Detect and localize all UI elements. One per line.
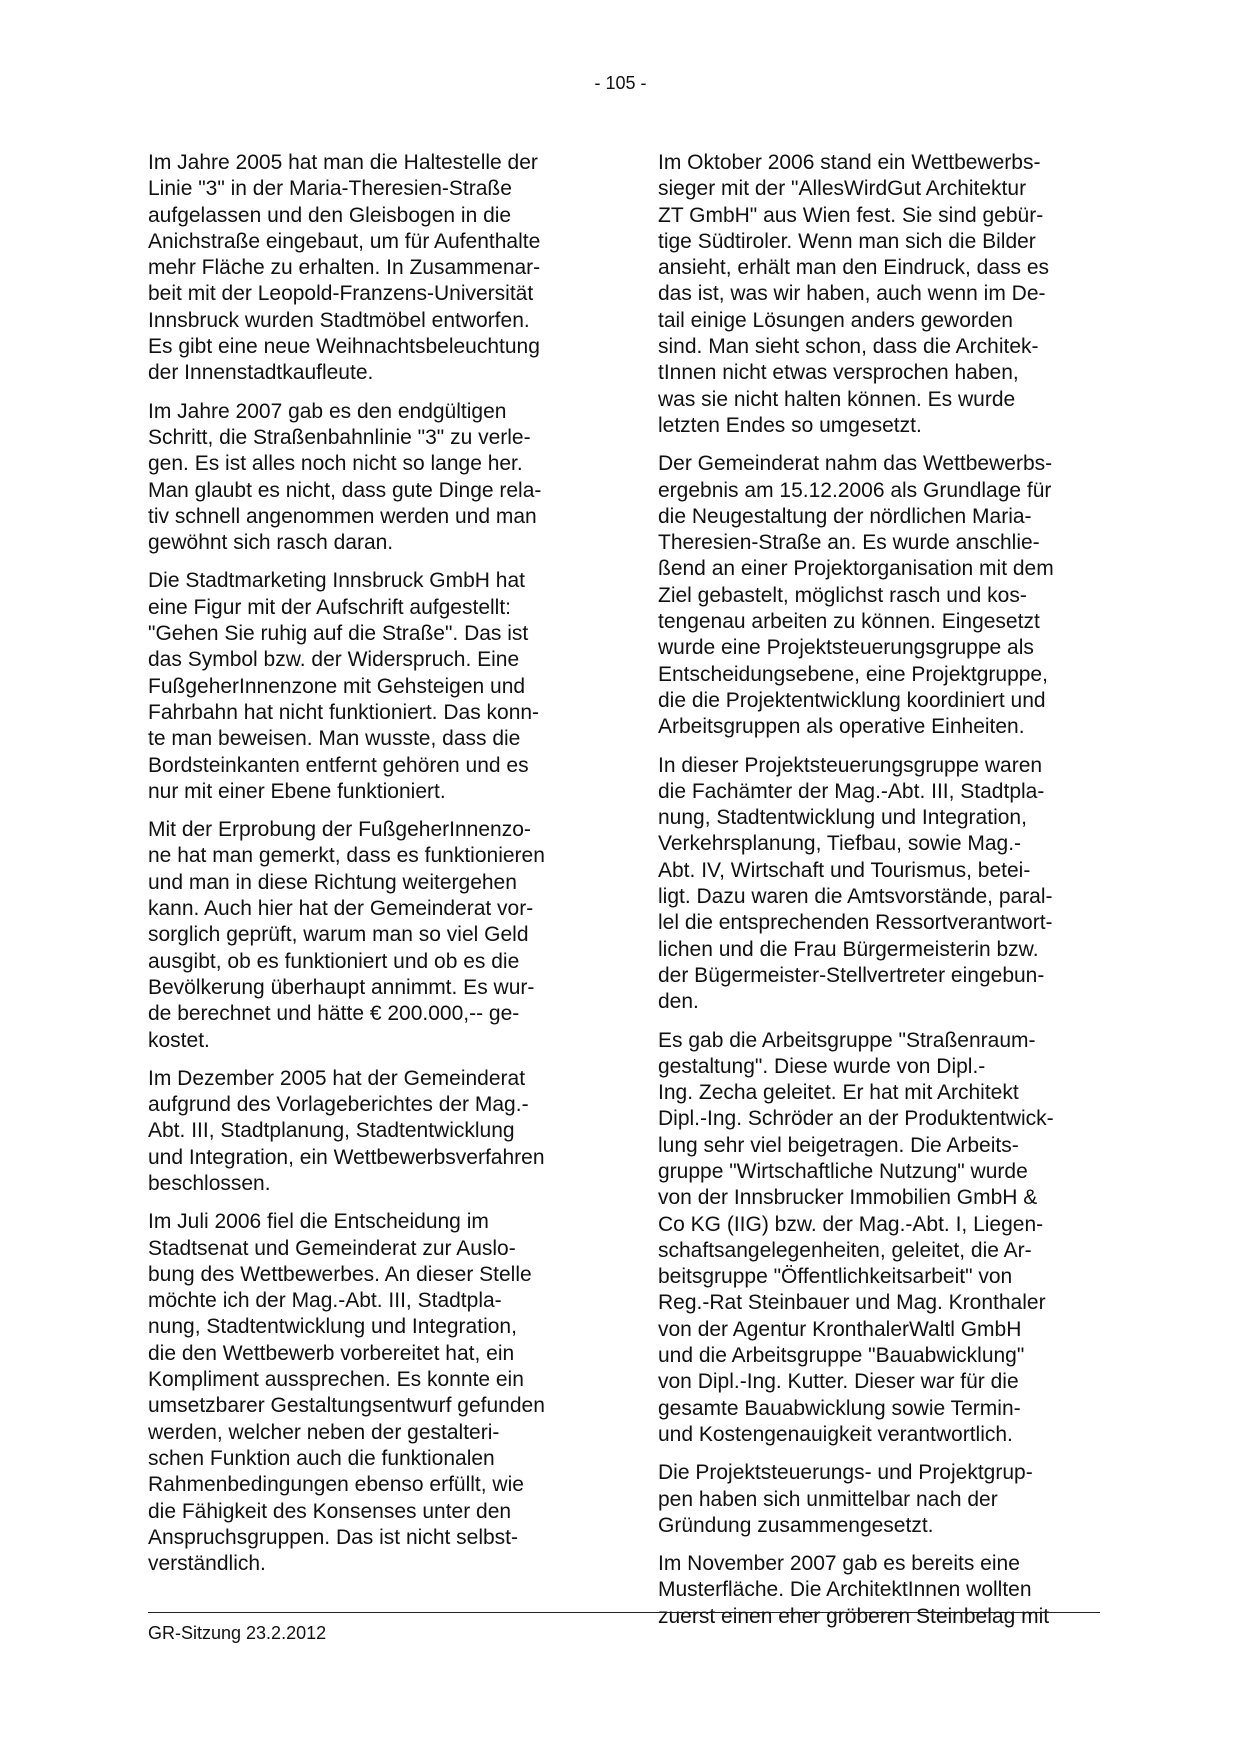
paragraph: Im Dezember 2005 hat der Gemeinderat aufgrund des Vorlageberichtes der Mag.- Abt. III, Stadtplanung, Stadtentwicklung und Integration, ein Wettbewerbsverfahren beschlossen. <box>148 1066 545 1195</box>
paragraph: Im Oktober 2006 stand ein Wettbewerbs- sieger mit der "AllesWirdGut Architektur ZT GmbH" aus Wien fest. Sie sind gebür- tige Südtiroler. Wenn man sich die Bilder ansieht, erhält man den Eindruck, dass es das ist, was wir haben, auch wenn im De- tail einige Lösungen anders geworden sind. Man sieht schon, dass die Architek- tInnen nicht etwas versprochen haben, was sie nicht halten können. Es wurde letzten Endes so umgesetzt. <box>658 151 1050 437</box>
paragraph: Der Gemeinderat nahm das Wettbewerbs- ergebnis am 15.12.2006 als Grundlage für die Neugestaltung der nördlichen Maria- Theresien-Straße an. Es wurde anschlie- ßend an einer Projektorganisation mit dem Ziel gebastelt, möglichst rasch und kos- tengenau arbeiten zu können. Eingesetzt wurde eine Projektsteuerungsgruppe als Entscheidungsebene, eine Projektgruppe, die die Projektentwicklung koordiniert und Arbeitsgruppen als operative Einheiten. <box>658 452 1054 739</box>
paragraph: Im Jahre 2005 hat man die Haltestelle der Linie "3" in der Maria-Theresien-Straße aufgelassen und den Gleisbogen in die Anichstraße eingebaut, um für Aufenthalte mehr Fläche zu erhalten. In Zusammenar- beit mit der Leopold-Franzens-Universität Innsbruck wurden Stadtmöbel entworfen. Es gibt eine neue Weihnachtsbeleuchtung der Innenstadtkaufleute. <box>148 151 541 385</box>
paragraph: Mit der Erprobung der FußgeherInnenzo- ne hat man gemerkt, dass es funktionieren und man in diese Richtung weitergehen kann. Auch hier hat der Gemeinderat vor- sorglich geprüft, warum man so viel Geld ausgibt, ob es funktioniert und ob es die Bevölkerung überhaupt annimmt. Es wur- de berechnet und hätte € 200.000,-- ge- kostet. <box>148 818 545 1052</box>
paragraph: Die Projektsteuerungs- und Projektgrup- pen haben sich unmittelbar nach der Gründung zusammengesetzt. <box>658 1461 1033 1537</box>
paragraph: Die Stadtmarketing Innsbruck GmbH hat eine Figur mit der Aufschrift aufgestellt: "Gehen Sie ruhig auf die Straße". Das ist das Symbol bzw. der Widerspruch. Eine FußgeherInnenzone mit Gehsteigen und Fahrbahn hat nicht funktioniert. Das konn- te man beweisen. Man wusste, dass die Bordsteinkanten entfernt gehören und es nur mit einer Ebene funktioniert. <box>148 569 540 803</box>
paragraph: Im Juli 2006 fiel die Entscheidung im Stadtsenat und Gemeinderat zur Auslo- bung des Wettbewerbes. An dieser Stelle möchte ich der Mag.-Abt. III, Stadtpla- nung, Stadtentwicklung und Integration, die den Wettbewerb vorbereitet hat, ein Kompliment aussprechen. Es konnte ein umsetzbarer Gestaltungsentwurf gefunden werden, welcher neben der gestalteri- schen Funktion auch die funktionalen Rahmenbedingungen ebenso erfüllt, wie die Fähigkeit des Konsenses unter den Anspruchsgruppen. Das ist nicht selbst- verständlich. <box>148 1210 545 1576</box>
footer-session-label: GR-Sitzung 23.2.2012 <box>148 1623 327 1643</box>
paragraph: Es gab die Arbeitsgruppe "Straßenraum- gestaltung". Diese wurde von Dipl.- Ing. Zecha geleitet. Er hat mit Architekt Dipl.-Ing. Schröder an der Produktentwick- lung sehr viel beigetragen. Die Arbeits- gruppe "Wirtschaftliche Nutzung" wurde von der Innsbrucker Immobilien GmbH & Co KG (IIG) bzw. der Mag.-Abt. I, Liegen- schaftsangelegenheiten, geleitet, die Ar- beitsgruppe "Öffentlichkeitsarbeit" von Reg.-Rat Steinbauer und Mag. Kronthaler von der Agentur KronthalerWaltl GmbH und die Arbeitsgruppe "Bauabwicklung" von Dipl.-Ing. Kutter. Dieser war für die gesamte Bauabwicklung sowie Termin- und Kostengenauigkeit verantwortlich. <box>658 1028 1054 1446</box>
right-column <box>658 150 1098 1642</box>
left-column <box>148 150 588 1589</box>
paragraph: Im November 2007 gab es bereits eine Musterfläche. Die ArchitektInnen wollten zuerst einen eher gröberen Steinbelag mit <box>658 1552 1050 1628</box>
paragraph: In dieser Projektsteuerungsgruppe waren die Fachämter der Mag.-Abt. III, Stadtpla- nung, Stadtentwicklung und Integration, Verkehrsplanung, Tiefbau, sowie Mag.- Abt. IV, Wirtschaft und Tourismus, betei- ligt. Dazu waren die Amtsvorstände, paral- lel die entsprechenden Ressortverantwort- lichen und die Frau Bürgermeisterin bzw. der Bügermeister-Stellvertreter eingebun- den. <box>658 753 1053 1014</box>
paragraph: Im Jahre 2007 gab es den endgültigen Schritt, die Straßenbahnlinie "3" zu verle- gen. Es ist alles noch nicht so lange her. Man glaubt es nicht, dass gute Dinge rela- tiv schnell angenommen werden und man gewöhnt sich rasch daran. <box>148 399 542 555</box>
footer-divider <box>148 1612 1100 1613</box>
page-number: - 105 - <box>594 73 647 93</box>
